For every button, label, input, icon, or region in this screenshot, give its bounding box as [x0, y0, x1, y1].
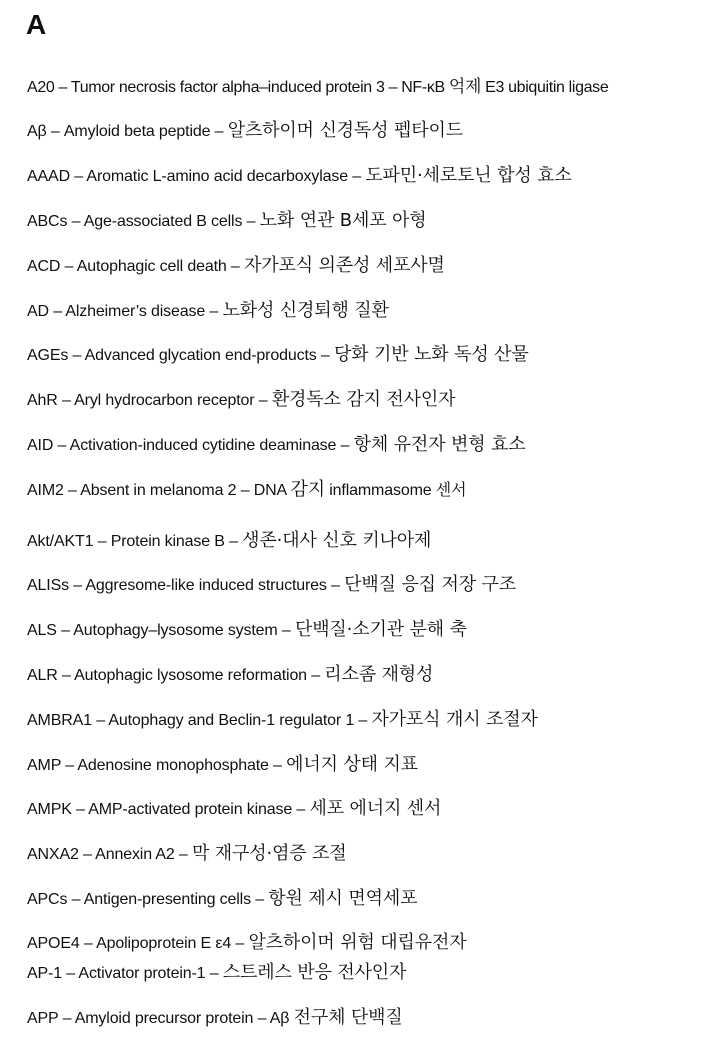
glossary-entry [27, 210, 426, 233]
entry-english: ANXA2 – Annexin A2 – [27, 846, 192, 863]
entry-korean: 감지 [290, 479, 325, 500]
entry-korean: 리소좀 재형성 [324, 664, 434, 685]
entry-korean: 환경독소 감지 전사인자 [271, 389, 456, 410]
entry-english: Aβ – Amyloid beta peptide – [27, 123, 228, 140]
entry-english: ALS – Autophagy–lysosome system – [27, 622, 295, 639]
glossary-entry [27, 344, 529, 367]
entry-korean: 전구체 단백질 [293, 1007, 403, 1028]
entry-korean: 항체 유전자 변형 효소 [353, 434, 526, 455]
entry-korean: 알츠하이머 위험 대립유전자 [248, 932, 467, 953]
entry-tail: inflammasome 센서 [324, 482, 467, 499]
entry-english: AGEs – Advanced glycation end-products – [27, 347, 334, 364]
entry-english: AID – Activation-induced cytidine deaminase – [27, 437, 354, 454]
entry-english: AMBRA1 – Autophagy and Beclin-1 regulator 1 – [27, 712, 372, 729]
glossary-entry [27, 255, 445, 278]
entry-korean: 세포 에너지 센서 [309, 798, 442, 819]
glossary-entry [27, 76, 608, 99]
entry-korean: 막 재구성·염증 조절 [191, 843, 347, 864]
glossary-entry [27, 932, 466, 955]
entry-korean: 알츠하이머 신경독성 펩타이드 [227, 120, 463, 141]
entry-english: APP – Amyloid precursor protein – Aβ [27, 1010, 294, 1027]
glossary-entry [27, 389, 455, 412]
entry-english: ACD – Autophagic cell death – [27, 258, 244, 275]
entry-korean: 스트레스 반응 전사인자 [222, 962, 407, 983]
entry-korean: 단백질·소기관 분해 축 [294, 619, 467, 640]
glossary-entry [27, 165, 572, 188]
entry-korean: 자가포식 의존성 세포사멸 [243, 255, 445, 276]
glossary-entry [27, 574, 516, 597]
entry-korean: 억제 [448, 77, 482, 97]
entry-english: AP-1 – Activator protein-1 – [27, 965, 223, 982]
entry-english: AMP – Adenosine monophosphate – [27, 757, 287, 774]
entry-english: AIM2 – Absent in melanoma 2 – DNA [27, 482, 291, 499]
entry-english: ALISs – Aggresome-like induced structures – [27, 577, 345, 594]
glossary-entry [27, 962, 406, 985]
entry-english: AAAD – Aromatic L-amino acid decarboxylase – [27, 168, 366, 185]
glossary-entry [27, 709, 538, 732]
glossary-entry [27, 530, 431, 553]
entry-english: AD – Alzheimer’s disease – [27, 303, 223, 320]
entry-korean: 자가포식 개시 조절자 [371, 709, 538, 730]
entry-english: APOE4 – Apolipoprotein E ε4 – [27, 935, 249, 952]
entry-korean: 생존·대사 신호 키나아제 [242, 530, 432, 551]
glossary-entry [27, 619, 467, 642]
glossary-entry [27, 300, 389, 323]
entry-korean: 항원 제시 면역세포 [268, 888, 418, 909]
entry-tail: E3 ubiquitin ligase [481, 79, 609, 96]
entry-korean: 단백질 응집 저장 구조 [344, 574, 516, 595]
entry-korean: 에너지 상태 지표 [286, 754, 418, 775]
glossary-entry [27, 120, 463, 143]
entry-english: A20 – Tumor necrosis factor alpha–induced protein 3 – NF-κB [27, 79, 449, 96]
glossary-entry [27, 798, 441, 821]
entry-korean: 당화 기반 노화 독성 산물 [333, 344, 529, 365]
glossary-entry [27, 434, 525, 457]
entry-english: ALR – Autophagic lysosome reformation – [27, 667, 325, 684]
entry-english: ABCs – Age-associated B cells – [27, 213, 260, 230]
glossary-entry [27, 664, 433, 687]
entry-english: APCs – Antigen-presenting cells – [27, 891, 269, 908]
glossary-entry [27, 888, 417, 911]
entry-english: AMPK – AMP-activated protein kinase – [27, 801, 310, 818]
entry-korean: 도파민·세로토닌 합성 효소 [365, 165, 572, 186]
section-letter: A [26, 9, 47, 40]
entry-english: AhR – Aryl hydrocarbon receptor – [27, 392, 272, 409]
entry-korean: 노화성 신경퇴행 질환 [222, 300, 389, 321]
glossary-entry [27, 754, 418, 777]
entry-korean: 노화 연관 B세포 아형 [259, 210, 427, 231]
glossary-entry [27, 1007, 403, 1030]
entry-english: Akt/AKT1 – Protein kinase B – [27, 533, 243, 550]
glossary-entry [27, 843, 347, 866]
glossary-entry [27, 479, 466, 502]
